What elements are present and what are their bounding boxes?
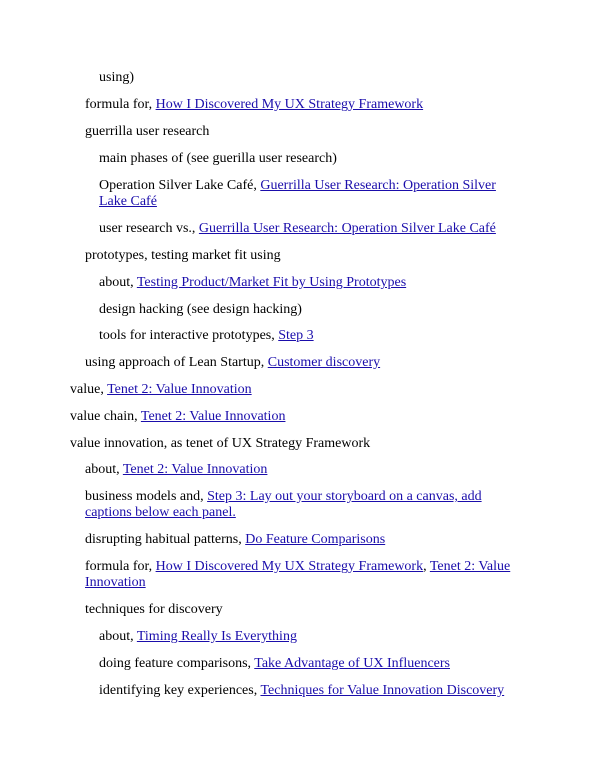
entry-text: formula for,: [85, 97, 156, 112]
index-entry: [0, 328, 600, 344]
entry-text: doing feature comparisons,: [99, 656, 255, 671]
entry-text: business models and,: [85, 489, 208, 504]
entry-text: main phases of (see guerilla user research): [99, 151, 337, 166]
index-entry: [0, 602, 600, 618]
index-link[interactable]: How I Discovered My UX Strategy Framework: [155, 97, 424, 112]
entry-text: about,: [99, 629, 137, 644]
index-link[interactable]: Tenet 2: Value Innovation: [85, 559, 511, 590]
index-entry: [0, 683, 600, 699]
index-entry: [0, 629, 600, 645]
index-entry: [0, 178, 600, 210]
index-entry: [0, 124, 600, 140]
index-entry: [0, 409, 600, 425]
entry-text: design hacking (see design hacking): [99, 302, 302, 317]
entry-text: user research vs.,: [99, 221, 199, 236]
index-link[interactable]: Tenet 2: Value Innovation: [122, 462, 268, 477]
index-link[interactable]: Take Advantage of UX Influencers: [254, 656, 450, 671]
index-entry: [0, 221, 600, 237]
entry-text: guerrilla user research: [85, 124, 210, 139]
entry-text: prototypes, testing market fit using: [85, 248, 281, 263]
index-entry: [0, 436, 600, 452]
index-entry: [0, 656, 600, 672]
index-link[interactable]: How I Discovered My UX Strategy Framework: [155, 559, 424, 574]
entry-text: using approach of Lean Startup,: [85, 355, 268, 370]
entry-text: techniques for discovery: [85, 602, 223, 617]
index-entry: [0, 462, 600, 478]
entry-text: about,: [85, 462, 123, 477]
entry-text: Operation Silver Lake Café,: [99, 178, 261, 193]
index-entry: [0, 355, 600, 371]
index-entry: [0, 382, 600, 398]
entry-text: value,: [70, 382, 108, 397]
index-entry: [0, 97, 600, 113]
index-entry: [0, 302, 600, 318]
entry-text: tools for interactive prototypes,: [99, 328, 279, 343]
entry-text: disrupting habitual patterns,: [85, 532, 246, 547]
index-entry: [0, 532, 600, 548]
index-entry: [0, 559, 600, 591]
entry-text: about,: [99, 275, 137, 290]
index-link[interactable]: Tenet 2: Value Innovation: [107, 382, 252, 397]
entry-text: using): [99, 70, 134, 85]
index-link[interactable]: Testing Product/Market Fit by Using Prototypes: [136, 275, 407, 290]
entry-text: formula for,: [85, 559, 156, 574]
entry-text: value chain,: [70, 409, 141, 424]
index-link[interactable]: Step 3: [278, 328, 314, 343]
index-link[interactable]: Guerrilla User Research: Operation Silver Lake Café: [198, 221, 496, 236]
index-entry: [0, 275, 600, 291]
index-link[interactable]: Step 3: Lay out your storyboard on a canvas, add captions below each panel.: [85, 489, 482, 520]
link-separator: ,: [423, 559, 430, 574]
index-link[interactable]: Techniques for Value Innovation Discovery: [260, 683, 505, 698]
index-entry: [0, 151, 600, 167]
index-link[interactable]: Timing Really Is Everything: [136, 629, 297, 644]
entry-text: identifying key experiences,: [99, 683, 261, 698]
index-link[interactable]: Do Feature Comparisons: [245, 532, 386, 547]
index-entry: [0, 489, 600, 521]
index-link[interactable]: Tenet 2: Value Innovation: [140, 409, 286, 424]
index-entry: [0, 248, 600, 264]
entry-text: value innovation, as tenet of UX Strategy Framework: [70, 436, 371, 451]
index-link[interactable]: Guerrilla User Research: Operation Silver Lake Café: [99, 178, 496, 209]
index-link[interactable]: Customer discovery: [267, 355, 381, 370]
index-entry: [0, 70, 600, 86]
